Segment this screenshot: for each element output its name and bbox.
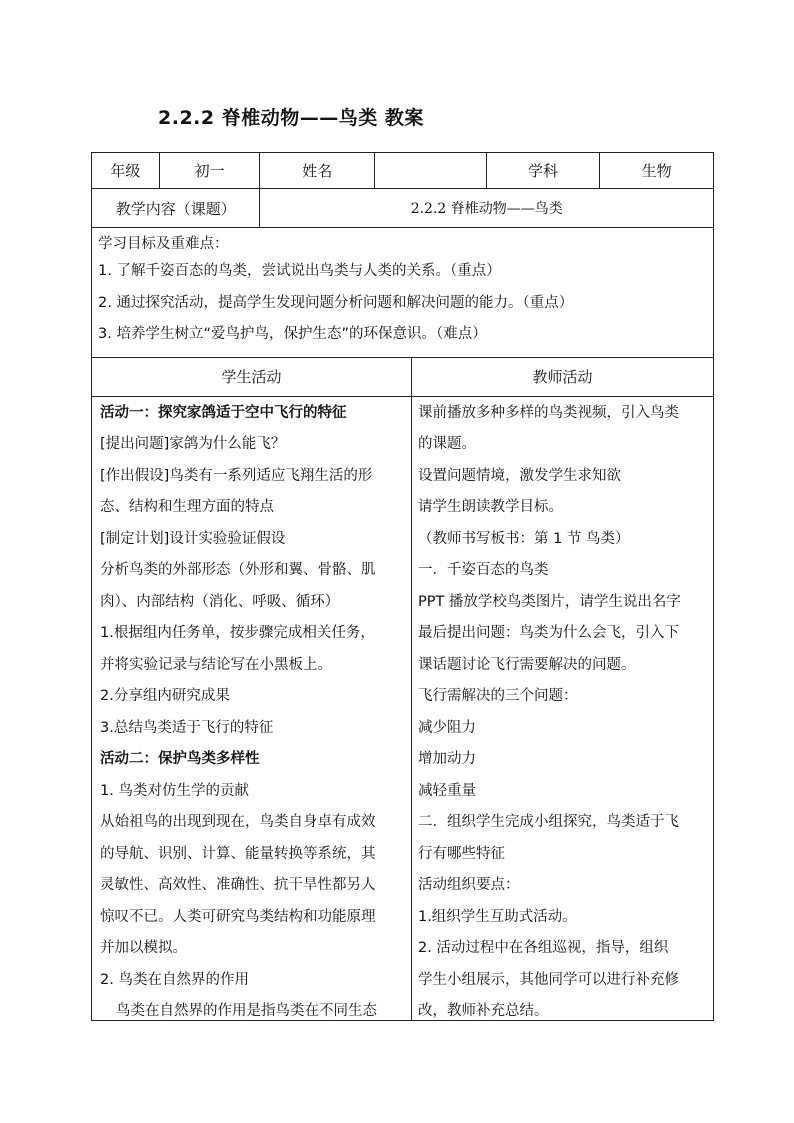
student-line: 肉）、内部结构（消化、呼吸、循环） [100, 593, 340, 610]
teacher-line: 二．组织学生完成小组探究，鸟类适于飞 [417, 814, 679, 830]
student-line: 惊叹不已。人类可研究鸟类结构和功能原理 [100, 908, 376, 925]
teacher-line: 的课题。 [417, 436, 476, 452]
teacher-line: 减轻重量 [417, 782, 476, 799]
lesson-plan-table [91, 152, 714, 1021]
teacher-line: 增加动力 [417, 751, 476, 767]
activity-header-row [92, 358, 713, 397]
activity-two-heading: 活动二：保护鸟类多样性 [100, 751, 260, 767]
student-line: 分析鸟类的外部形态（外形和翼、骨骼、肌 [100, 562, 376, 578]
teacher-line: 行有哪些特征 [417, 845, 505, 862]
teacher-line: PPT 播放学校鸟类图片，请学生说出名字 [417, 593, 681, 610]
student-activity-column [92, 397, 412, 1020]
teacher-line: 设置问题情境，激发学生求知欲 [417, 467, 621, 484]
teacher-line: 减少阻力 [417, 719, 476, 736]
goal-item: 1. 了解千姿百态的鸟类，尝试说出鸟类与人类的关系。（重点） [98, 263, 501, 279]
activity-body-row [92, 397, 713, 1020]
goal-item: 2. 通过探究活动，提高学生发现问题分析问题和解决问题的能力。（重点） [98, 294, 574, 311]
teacher-line: 最后提出问题：鸟类为什么会飞，引入下 [417, 625, 679, 641]
teacher-line: 活动组织要点： [417, 877, 520, 893]
student-line: [作出假设]鸟类有一系列适应飞翔生活的形 [100, 467, 373, 484]
teacher-activity-heading: 教师活动 [532, 368, 593, 386]
student-line: 灵敏性、高效性、准确性、抗干旱性都另人 [100, 877, 376, 893]
teacher-line: 请学生朗读教学目标。 [417, 499, 563, 515]
header-row [92, 153, 713, 189]
goals-heading: 学习目标及重难点： [98, 236, 229, 252]
teacher-line: 学生小组展示，其他同学可以进行补充修 [417, 971, 679, 988]
content-value: 2.2.2 脊椎动物——鸟类 [410, 201, 563, 217]
student-line: 的导航、识别、计算、能量转换等系统，其 [100, 845, 376, 862]
teacher-line: （教师书写板书：第 1 节 鸟类） [417, 530, 630, 547]
teacher-line: 改，教师补充总结。 [417, 1003, 549, 1019]
learning-goals [92, 228, 713, 358]
student-activity-heading: 学生活动 [92, 358, 412, 396]
student-line: 从始祖鸟的出现到现在，鸟类自身卓有成效 [100, 814, 376, 830]
student-line: 2. 鸟类在自然界的作用 [100, 971, 249, 988]
subject-value: 生物 [641, 162, 672, 180]
student-line: [提出问题]家鸽为什么能飞？ [100, 436, 286, 452]
teacher-activity-column [412, 397, 713, 1020]
teacher-line: 一．千姿百态的鸟类 [417, 562, 549, 578]
content-label: 教学内容（课题） [92, 189, 260, 227]
teacher-line: 2. 活动过程中在各组巡视，指导，组织 [417, 940, 669, 956]
student-line: 2.分享组内研究成果 [100, 688, 230, 704]
name-label: 姓名 [260, 153, 375, 188]
student-line: 3.总结鸟类适于飞行的特征 [100, 719, 274, 736]
goal-item: 3. 培养学生树立“爱鸟护鸟，保护生态”的环保意识。（难点） [98, 326, 487, 342]
student-line: [制定计划]设计实验验证假设 [100, 530, 286, 547]
student-line: 并将实验记录与结论写在小黑板上。 [100, 656, 332, 673]
student-line: 1. 鸟类对仿生学的贡献 [100, 782, 249, 799]
teacher-line: 课话题讨论飞行需要解决的问题。 [417, 656, 636, 673]
subject-label: 学科 [487, 153, 601, 188]
grade-value: 初一 [160, 153, 261, 188]
content-row [92, 189, 713, 228]
student-line: 态、结构和生理方面的特点 [100, 499, 274, 515]
teacher-line: 飞行需解决的三个问题： [417, 688, 578, 704]
document-title: 2.2.2 脊椎动物——鸟类 教案 [158, 107, 424, 129]
student-line: 鸟类在自然界的作用是指鸟类在不同生态 [116, 1003, 377, 1019]
grade-label: 年级 [92, 153, 160, 188]
name-value [375, 153, 487, 188]
student-line: 并加以模拟。 [100, 940, 187, 956]
activity-one-heading: 活动一：探究家鸽适于空中飞行的特征 [100, 404, 347, 421]
student-line: 1.根据组内任务单，按步骤完成相关任务， [100, 625, 375, 641]
teacher-line: 1.组织学生互助式活动。 [417, 908, 577, 925]
teacher-line: 课前播放多种多样的鸟类视频，引入鸟类 [417, 404, 679, 421]
